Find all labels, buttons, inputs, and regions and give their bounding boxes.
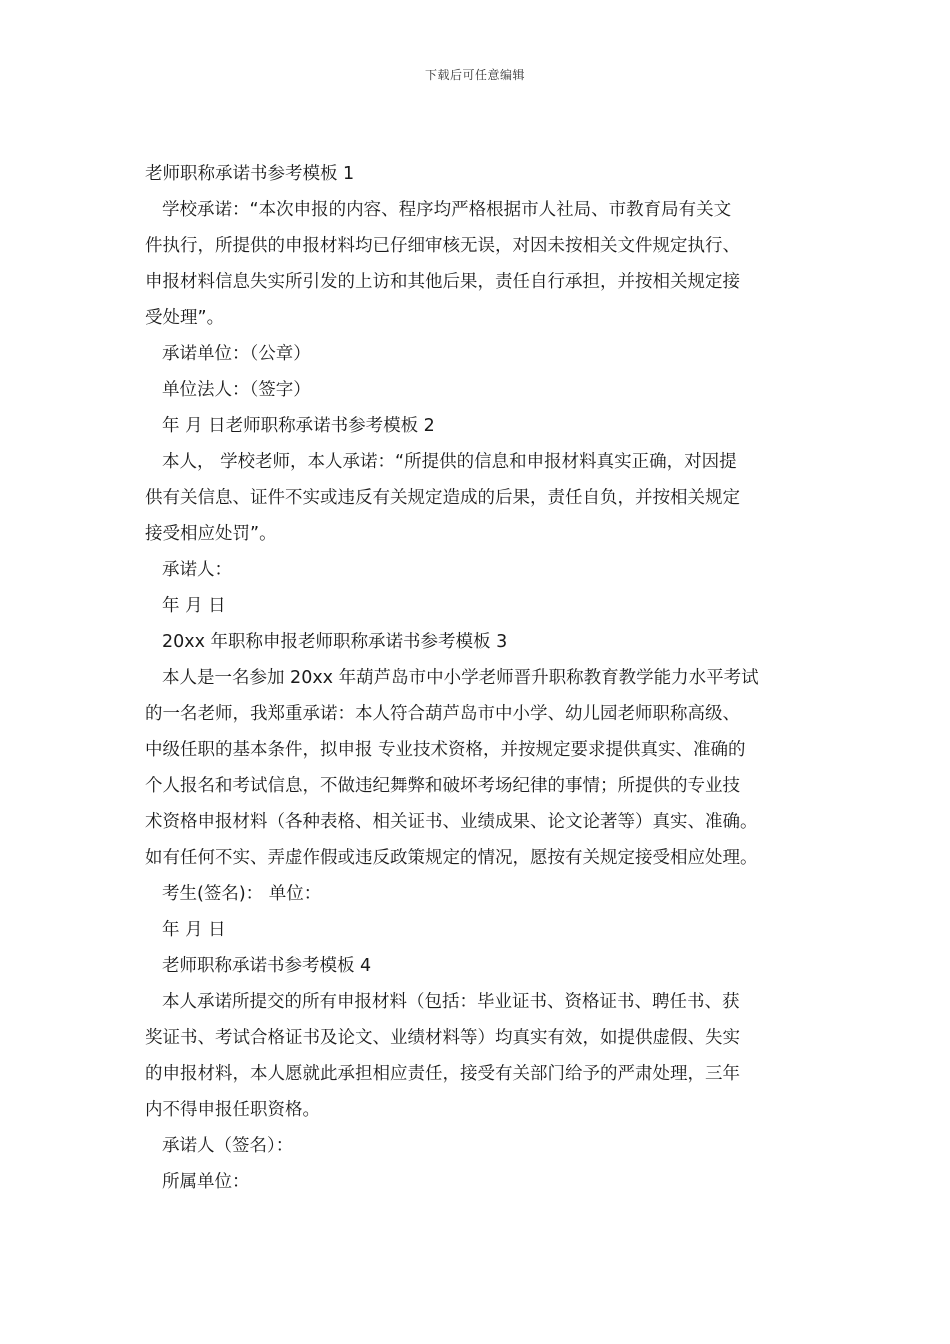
text-line: 中级任职的基本条件，拟申报 专业技术资格，并按规定要求提供真实、准确的 <box>145 740 746 760</box>
text-line: 内不得申报任职资格。 <box>145 1100 320 1120</box>
text-line: 承诺单位：（公章） <box>162 344 311 364</box>
text-line: 承诺人： <box>162 560 232 580</box>
text-line: 年 月 日 <box>162 596 226 616</box>
text-line: 术资格申报材料（各种表格、相关证书、业绩成果、论文论著等）真实、准确。 <box>145 812 758 832</box>
text-line: 本人是一名参加 20xx 年葫芦岛市中小学老师晋升职称教育教学能力水平考试 <box>162 668 759 688</box>
header-note: 下载后可任意编辑 <box>424 68 525 82</box>
text-line: 如有任何不实、弄虚作假或违反政策规定的情况，愿按有关规定接受相应处理。 <box>145 848 758 868</box>
text-line: 所属单位： <box>162 1172 250 1192</box>
text-line: 年 月 日老师职称承诺书参考模板 2 <box>162 416 435 436</box>
text-line: 供有关信息、证件不实或违反有关规定造成的后果，责任自负，并按相关规定 <box>145 488 740 508</box>
text-line: 奖证书、考试合格证书及论文、业绩材料等）均真实有效，如提供虚假、失实 <box>145 1028 740 1048</box>
text-line: 的一名老师，我郑重承诺：本人符合葫芦岛市中小学、幼儿园老师职称高级、 <box>145 704 740 724</box>
text-line: 承诺人（签名）： <box>162 1136 294 1156</box>
text-line: 单位法人：（签字） <box>162 380 311 400</box>
text-line: 20xx 年职称申报老师职称承诺书参考模板 3 <box>162 632 508 652</box>
text-line: 接受相应处罚”。 <box>145 524 277 544</box>
document-body <box>145 156 825 1200</box>
text-line: 老师职称承诺书参考模板 1 <box>145 164 355 184</box>
text-line: 受处理”。 <box>145 308 225 328</box>
text-line: 的申报材料，本人愿就此承担相应责任，接受有关部门给予的严肃处理，三年 <box>145 1064 740 1084</box>
text-line: 老师职称承诺书参考模板 4 <box>162 956 372 976</box>
text-line: 件执行，所提供的申报材料均已仔细审核无误，对因未按相关文件规定执行、 <box>145 236 740 256</box>
text-line: 个人报名和考试信息，不做违纪舞弊和破坏考场纪律的事情；所提供的专业技 <box>145 776 740 796</box>
text-line: 年 月 日 <box>162 920 226 940</box>
text-line: 考生(签名)： 单位： <box>162 884 322 904</box>
text-line: 申报材料信息失实所引发的上访和其他后果，责任自行承担，并按相关规定接 <box>145 272 740 292</box>
text-line: 本人承诺所提交的所有申报材料（包括：毕业证书、资格证书、聘任书、获 <box>162 992 740 1012</box>
text-line: 本人， 学校老师，本人承诺：“所提供的信息和申报材料真实正确，对因提 <box>162 452 737 472</box>
text-line: 学校承诺：“本次申报的内容、程序均严格根据市人社局、市教育局有关文 <box>162 200 732 220</box>
